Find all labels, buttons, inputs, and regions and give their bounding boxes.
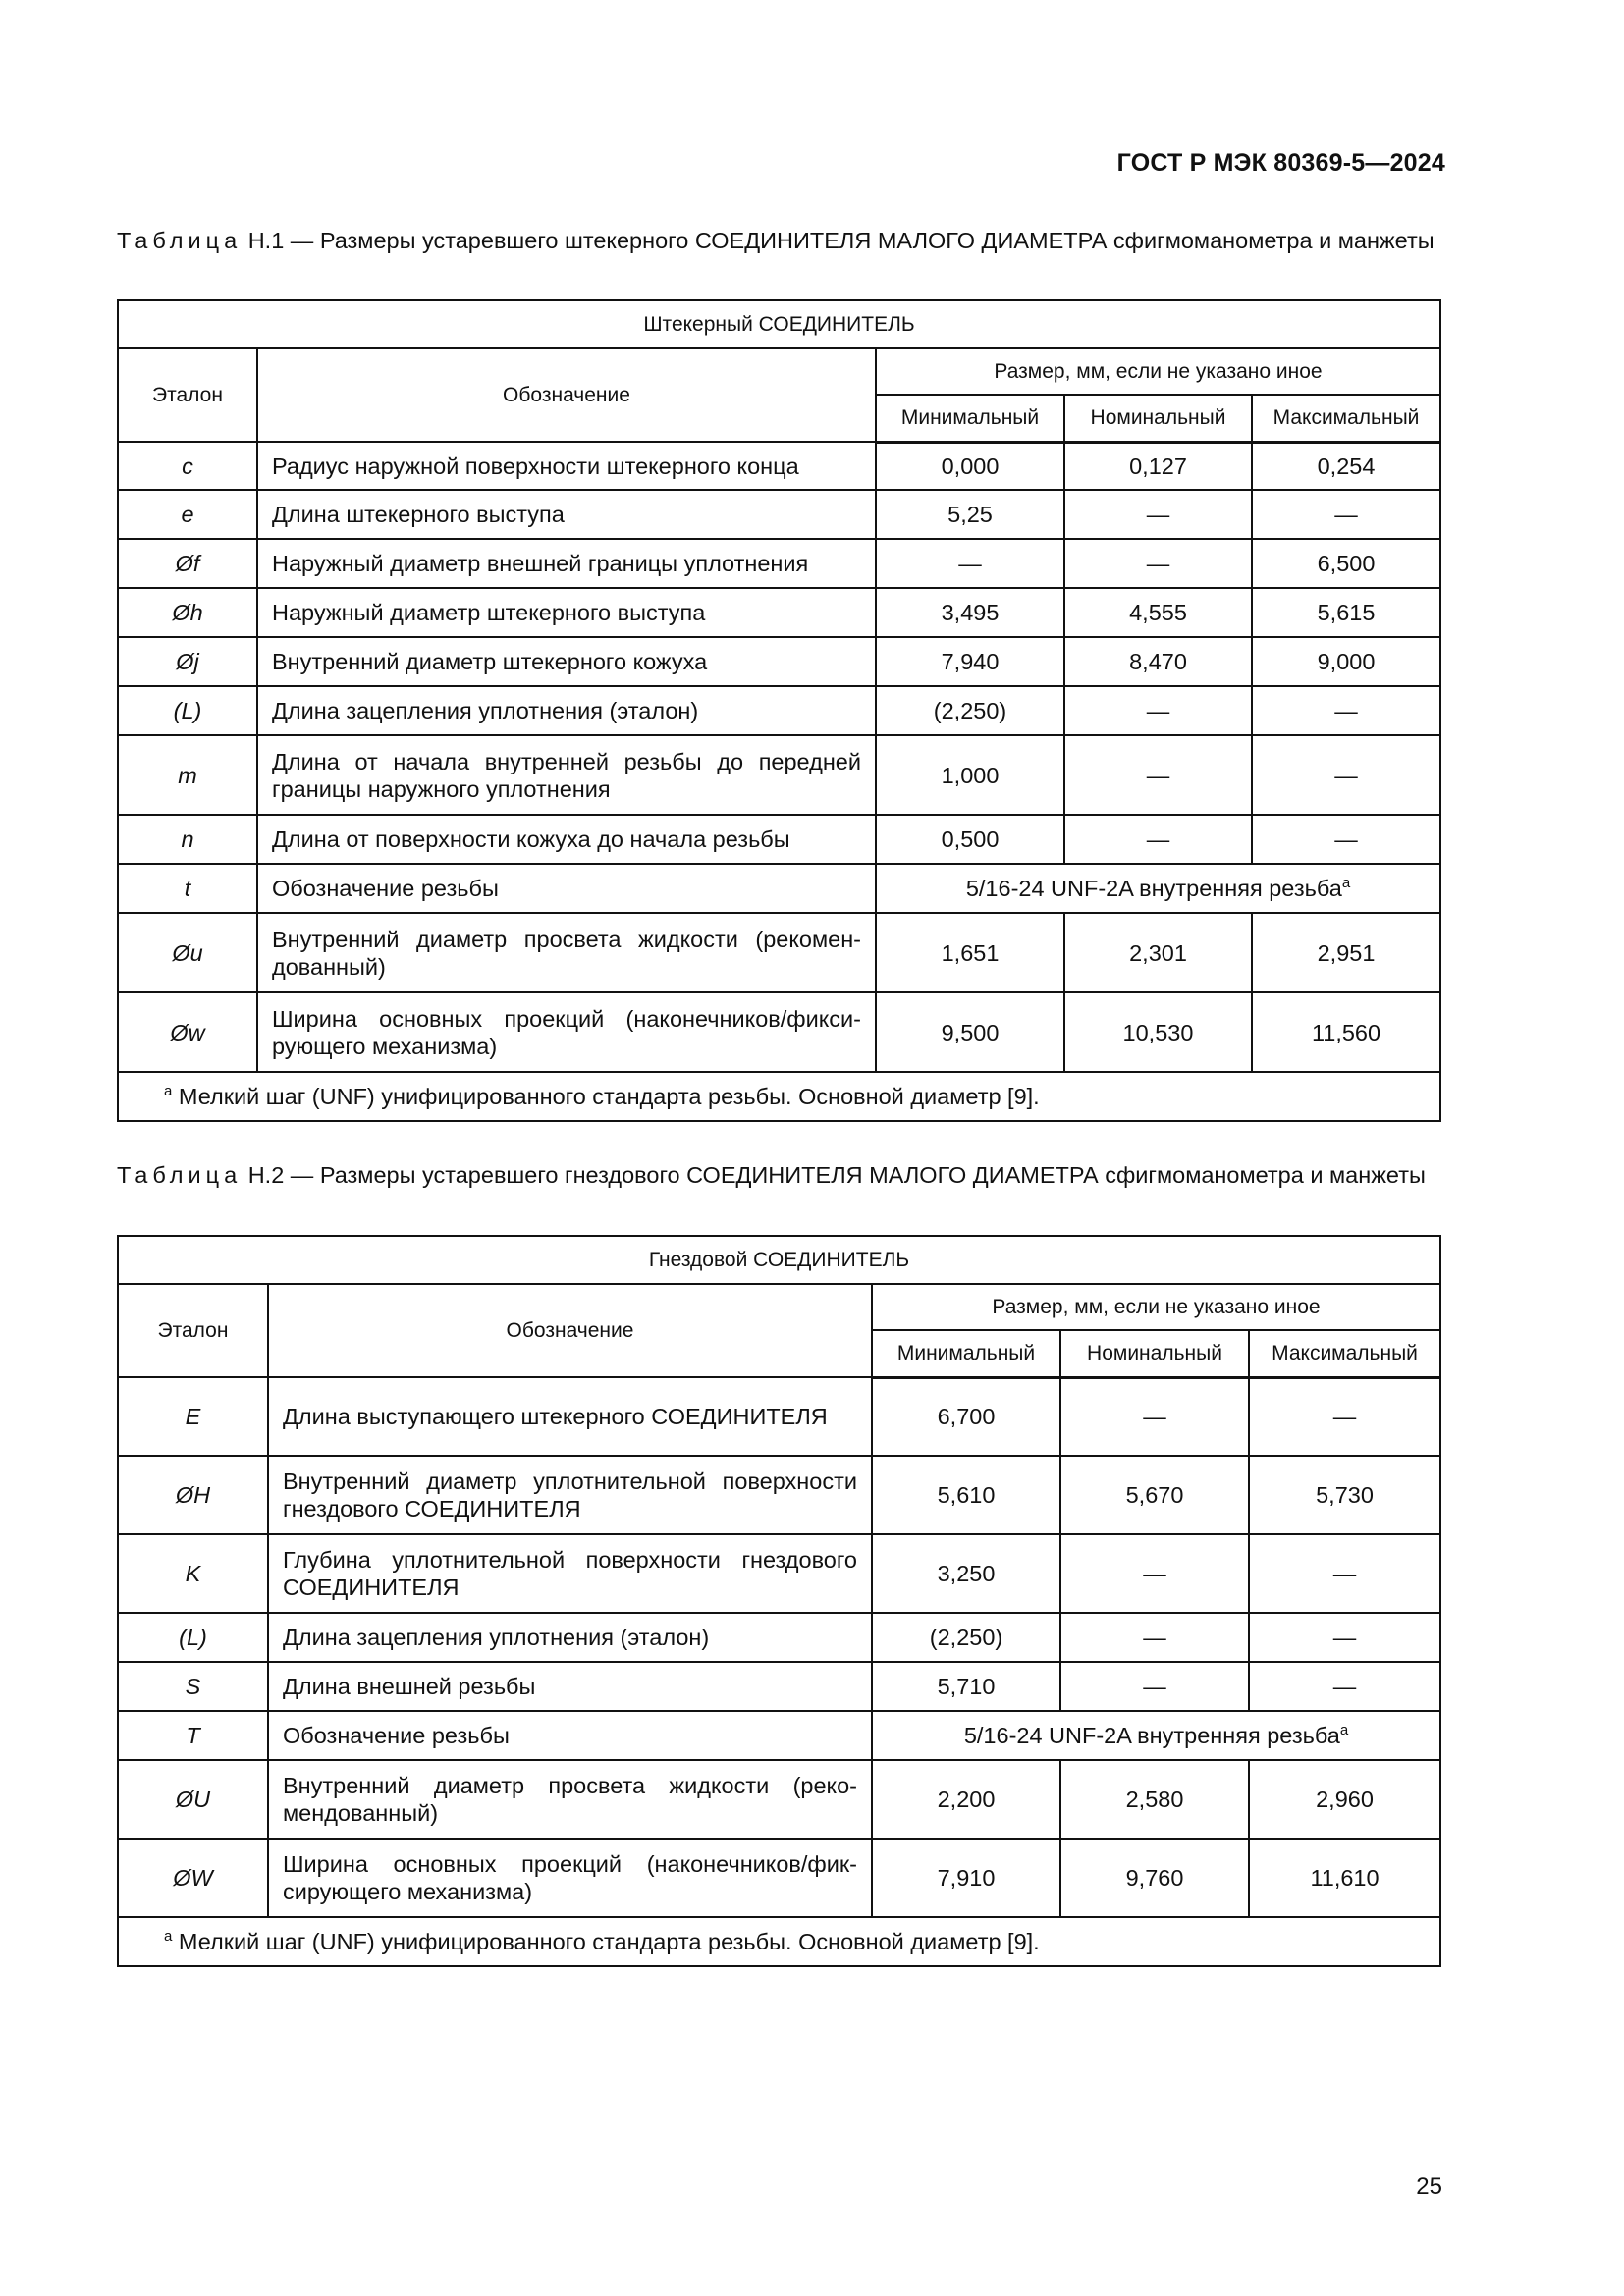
row-code: ØU — [118, 1760, 268, 1839]
row-description: Радиус наружной поверхности штекерного конца — [257, 442, 876, 490]
table-row — [118, 1377, 1440, 1456]
row-nom-value: 10,530 — [1064, 992, 1252, 1072]
table2-col-max: Максимальный — [1249, 1330, 1440, 1377]
row-max-value: — — [1249, 1662, 1440, 1711]
table2 — [117, 1235, 1441, 1967]
row-code: Øw — [118, 992, 257, 1072]
row-code: Øu — [118, 913, 257, 992]
table1-col-size: Размер, мм, если не указано иное — [876, 348, 1440, 395]
table1-group-title: Штекерный СОЕДИНИТЕЛЬ — [118, 300, 1440, 348]
row-min-value: 6,700 — [872, 1377, 1060, 1456]
row-nom-value: — — [1064, 735, 1252, 815]
row-code: K — [118, 1534, 268, 1613]
row-nom-value: 2,580 — [1060, 1760, 1249, 1839]
row-nom-value: — — [1060, 1534, 1249, 1613]
table-row — [118, 1662, 1440, 1711]
row-min-value: 3,495 — [876, 588, 1064, 637]
table1-col-min: Минимальный — [876, 395, 1064, 442]
row-max-value: — — [1249, 1534, 1440, 1613]
row-max-value: 2,960 — [1249, 1760, 1440, 1839]
row-min-value: 9,500 — [876, 992, 1064, 1072]
row-code: S — [118, 1662, 268, 1711]
table2-caption-label: Таблица — [117, 1162, 243, 1188]
row-max-value: — — [1252, 815, 1440, 864]
table-row — [118, 637, 1440, 686]
table2-col-nom: Номинальный — [1060, 1330, 1249, 1377]
row-min-value: 7,940 — [876, 637, 1064, 686]
table-row — [118, 815, 1440, 864]
row-thread-designation — [876, 864, 1440, 913]
row-code: Øj — [118, 637, 257, 686]
table-footnote — [118, 1072, 1440, 1121]
row-min-value: 7,910 — [872, 1839, 1060, 1917]
row-description: Внутренний диаметр просвета жидкости (рекомендованный) — [257, 913, 876, 992]
table1 — [117, 299, 1441, 1122]
table-row — [118, 1839, 1440, 1917]
table2-body — [118, 1236, 1440, 1966]
row-min-value: (2,250) — [876, 686, 1064, 735]
footnote-marker: a — [1339, 1722, 1349, 1738]
row-nom-value: 5,670 — [1060, 1456, 1249, 1534]
row-max-value: — — [1249, 1377, 1440, 1456]
table1-col-desc: Обозначение — [257, 348, 876, 442]
row-description: Длина выступающего штекерного СОЕДИНИТЕЛЯ — [268, 1377, 872, 1456]
row-nom-value: — — [1060, 1662, 1249, 1711]
table1-body — [118, 300, 1440, 1121]
row-min-value: (2,250) — [872, 1613, 1060, 1662]
row-code: e — [118, 490, 257, 539]
row-description: Длина внешней резьбы — [268, 1662, 872, 1711]
row-max-value: 11,610 — [1249, 1839, 1440, 1917]
row-description: Обозначение резьбы — [257, 864, 876, 913]
row-min-value: 5,610 — [872, 1456, 1060, 1534]
footnote-text: Мелкий шаг (UNF) унифицированного стандарта резьбы. Основной диаметр [9]. — [178, 1084, 1040, 1109]
page-number: 25 — [1416, 2173, 1442, 2200]
table-row — [118, 588, 1440, 637]
row-description: Ширина основных проекций (наконечников/фиксирующего механизма) — [268, 1839, 872, 1917]
row-description: Длина зацепления уплотнения (эталон) — [257, 686, 876, 735]
row-code: n — [118, 815, 257, 864]
row-description: Глубина уплотнительной поверхности гнездового СОЕДИНИТЕЛЯ — [268, 1534, 872, 1613]
row-thread-designation — [872, 1711, 1440, 1760]
row-nom-value: 0,127 — [1064, 442, 1252, 490]
row-min-value: 3,250 — [872, 1534, 1060, 1613]
row-description: Обозначение резьбы — [268, 1711, 872, 1760]
row-nom-value: — — [1064, 815, 1252, 864]
row-min-value: 1,651 — [876, 913, 1064, 992]
row-max-value: — — [1252, 490, 1440, 539]
row-nom-value: — — [1060, 1613, 1249, 1662]
table-row — [118, 864, 1440, 913]
table-row — [118, 913, 1440, 992]
row-code: m — [118, 735, 257, 815]
table1-col-ref: Эталон — [118, 348, 257, 442]
row-nom-value: 8,470 — [1064, 637, 1252, 686]
table-row — [118, 1760, 1440, 1839]
table-row — [118, 1711, 1440, 1760]
row-min-value: 0,500 — [876, 815, 1064, 864]
row-description: Наружный диаметр штекерного выступа — [257, 588, 876, 637]
table-row — [118, 442, 1440, 490]
table2-col-min: Минимальный — [872, 1330, 1060, 1377]
table-row — [118, 1534, 1440, 1613]
table-row — [118, 539, 1440, 588]
row-code: T — [118, 1711, 268, 1760]
row-code: E — [118, 1377, 268, 1456]
table1-caption — [117, 226, 1438, 255]
row-code: (L) — [118, 1613, 268, 1662]
table2-group-title: Гнездовой СОЕДИНИТЕЛЬ — [118, 1236, 1440, 1284]
thread-designation-text: 5/16-24 UNF-2A внутренняя резьба — [963, 1723, 1340, 1748]
row-description: Длина от начала внутренней резьбы до передней границы наружного уплотнения — [257, 735, 876, 815]
row-description: Длина от поверхности кожуха до начала резьбы — [257, 815, 876, 864]
table-row — [118, 686, 1440, 735]
footnote-row — [118, 1917, 1440, 1966]
row-nom-value: — — [1064, 686, 1252, 735]
row-code: c — [118, 442, 257, 490]
table1-col-nom: Номинальный — [1064, 395, 1252, 442]
row-max-value: 0,254 — [1252, 442, 1440, 490]
row-min-value: 1,000 — [876, 735, 1064, 815]
row-description: Ширина основных проекций (наконечников/фиксирующего механизма) — [257, 992, 876, 1072]
document-standard-header: ГОСТ Р МЭК 80369-5—2024 — [1116, 149, 1445, 177]
row-description: Внутренний диаметр уплотнительной поверхности гнездового СОЕДИНИТЕЛЯ — [268, 1456, 872, 1534]
row-min-value: 2,200 — [872, 1760, 1060, 1839]
table1-col-max: Максимальный — [1252, 395, 1440, 442]
row-code: ØH — [118, 1456, 268, 1534]
row-description: Наружный диаметр внешней границы уплотнения — [257, 539, 876, 588]
footnote-marker: a — [1341, 875, 1351, 891]
thread-designation-text: 5/16-24 UNF-2A внутренняя резьба — [965, 876, 1342, 901]
row-max-value: 5,730 — [1249, 1456, 1440, 1534]
table-row — [118, 490, 1440, 539]
table-row — [118, 992, 1440, 1072]
row-min-value: — — [876, 539, 1064, 588]
row-min-value: 0,000 — [876, 442, 1064, 490]
row-description: Длина зацепления уплотнения (эталон) — [268, 1613, 872, 1662]
row-max-value: — — [1252, 686, 1440, 735]
row-code: t — [118, 864, 257, 913]
row-code: ØW — [118, 1839, 268, 1917]
table2-col-ref: Эталон — [118, 1284, 268, 1377]
row-min-value: 5,710 — [872, 1662, 1060, 1711]
row-description: Внутренний диаметр штекерного кожуха — [257, 637, 876, 686]
row-max-value: 9,000 — [1252, 637, 1440, 686]
table1-caption-label: Таблица — [117, 228, 243, 253]
row-max-value: 6,500 — [1252, 539, 1440, 588]
row-max-value: 2,951 — [1252, 913, 1440, 992]
row-nom-value: 2,301 — [1064, 913, 1252, 992]
table2-col-size: Размер, мм, если не указано иное — [872, 1284, 1440, 1330]
row-code: Øh — [118, 588, 257, 637]
row-max-value: 5,615 — [1252, 588, 1440, 637]
footnote-text: Мелкий шаг (UNF) унифицированного стандарта резьбы. Основной диаметр [9]. — [178, 1929, 1040, 1954]
table2-col-desc: Обозначение — [268, 1284, 872, 1377]
table2-caption-text: Н.2 — Размеры устаревшего гнездового СОЕДИНИТЕЛЯ МАЛОГО ДИАМЕТРА сфигмоманометра и манжеты — [247, 1162, 1426, 1188]
row-max-value: 11,560 — [1252, 992, 1440, 1072]
row-code: (L) — [118, 686, 257, 735]
table-row — [118, 735, 1440, 815]
row-nom-value: — — [1060, 1377, 1249, 1456]
footnote-row — [118, 1072, 1440, 1121]
row-nom-value: 9,760 — [1060, 1839, 1249, 1917]
row-description: Внутренний диаметр просвета жидкости (рекомендованный) — [268, 1760, 872, 1839]
row-code: Øf — [118, 539, 257, 588]
table-row — [118, 1456, 1440, 1534]
row-max-value: — — [1249, 1613, 1440, 1662]
table-footnote — [118, 1917, 1440, 1966]
table2-caption — [117, 1160, 1438, 1190]
row-nom-value: — — [1064, 539, 1252, 588]
row-min-value: 5,25 — [876, 490, 1064, 539]
footnote-mark: a — [164, 1928, 173, 1945]
row-description: Длина штекерного выступа — [257, 490, 876, 539]
row-max-value: — — [1252, 735, 1440, 815]
row-nom-value: — — [1064, 490, 1252, 539]
table1-caption-text: Н.1 — Размеры устаревшего штекерного СОЕДИНИТЕЛЯ МАЛОГО ДИАМЕТРА сфигмоманометра и манжеты — [247, 228, 1435, 253]
table-row — [118, 1613, 1440, 1662]
row-nom-value: 4,555 — [1064, 588, 1252, 637]
footnote-mark: a — [164, 1083, 173, 1099]
